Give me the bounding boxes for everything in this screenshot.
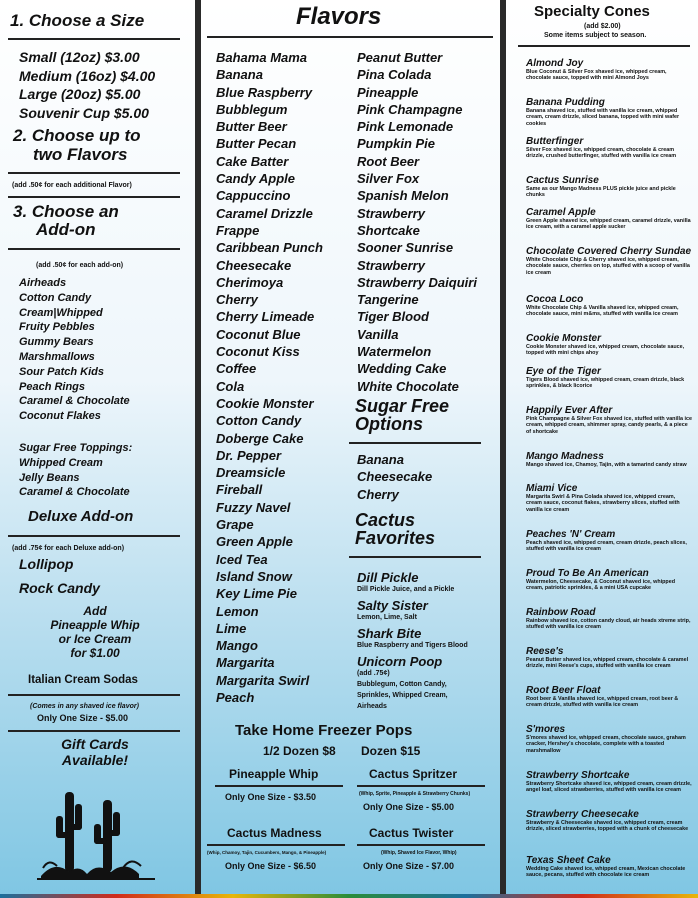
cactus-item-name: Unicorn Poop <box>357 654 443 669</box>
cactus-madness-title: Cactus Madness <box>227 826 322 840</box>
sugar-free-item: Cherry <box>357 486 399 502</box>
cone-name: Butterfinger <box>526 136 584 147</box>
flavor-item: Frappe <box>216 222 260 238</box>
cone-item <box>526 294 692 318</box>
flavor-item: Cola <box>216 378 245 394</box>
cactus-spritzer-price: Only One Size - $5.00 <box>363 802 455 812</box>
pineapple-whip-price: Only One Size - $3.50 <box>225 792 317 802</box>
size-addon-column <box>0 0 195 898</box>
divider <box>349 442 481 444</box>
divider <box>349 556 481 558</box>
cone-item <box>526 724 692 754</box>
cone-desc: Wedding Cake shaved ice, whipped cream, Mexican chocolate sauce, pecans, stuffed with chocolate ice cream <box>526 866 686 879</box>
sugar-free-heading: Sugar Free Toppings: <box>19 442 133 454</box>
cactus-twister-price: Only One Size - $7.00 <box>363 861 455 871</box>
sugar-free-toppings <box>19 441 132 500</box>
italian-price: Only One Size - $5.00 <box>37 713 129 723</box>
flavor-item: Root Beer <box>357 153 420 169</box>
cactus-spritzer-desc: (Whip, Sprite, Pineapple & Strawberry Chunks) <box>359 791 471 797</box>
flavor-item: Silver Fox <box>357 171 420 187</box>
divider <box>518 45 690 47</box>
deluxe-item: Lollipop <box>19 556 74 572</box>
flavor-item: Bubblegum <box>216 101 288 117</box>
flavor-item: Butter Beer <box>216 119 287 135</box>
flavor-item: Vanilla <box>357 326 399 342</box>
flavor-item: Margarita Swirl <box>216 672 310 688</box>
cone-name: Chocolate Covered Cherry Sundae <box>526 246 692 257</box>
divider <box>215 785 343 787</box>
addon-list <box>19 276 130 424</box>
size-item: Souvenir Cup $5.00 <box>19 104 149 121</box>
flavor-item: Pumpkin Pie <box>357 136 436 152</box>
flavor-item: Grape <box>216 517 254 533</box>
specialty-cones-column <box>506 0 698 898</box>
cone-desc: Cookie Monster shaved ice, whipped cream, chocolate sauce, topped with mini chips ahoy <box>526 344 685 357</box>
step2-heading: 2. Choose up to <box>13 126 141 145</box>
cactus-twister-desc: (Whip, Shaved Ice Flavor, Whip) <box>381 850 457 856</box>
deluxe-heading: Deluxe Add-on <box>28 508 134 525</box>
flavor-item: Strawberry <box>357 205 425 221</box>
cone-item <box>526 607 692 631</box>
flavor-item: Cherry Limeade <box>216 309 315 325</box>
cone-item <box>526 246 692 276</box>
offer-line: for $1.00 <box>70 646 120 660</box>
flavor-item: Key Lime Pie <box>216 586 297 602</box>
flavor-item: Cake Batter <box>216 153 289 169</box>
flavor-item: Pineapple <box>357 84 419 100</box>
sugar-free-list <box>357 451 432 503</box>
cone-item <box>526 451 692 468</box>
unicorn-detail: Bubblegum, Cotton Candy, <box>357 681 447 688</box>
flavor-item: Doberge Cake <box>216 430 304 446</box>
flavor-item: Coconut Blue <box>216 326 301 342</box>
cactus-item-name: Salty Sister <box>357 598 428 613</box>
addon-item: Coconut Flakes <box>19 410 101 423</box>
flavor-item: Sooner Sunrise <box>357 240 454 256</box>
cone-item <box>526 646 692 670</box>
flavor-item: Fireball <box>216 482 263 498</box>
addon-note: (add .50¢ for each add-on) <box>36 262 124 269</box>
step3-heading: 3. Choose an <box>13 202 119 221</box>
cactus-favorites-heading <box>355 511 435 547</box>
cone-name: Proud To Be An American <box>526 568 649 579</box>
flavor-item: Strawberry <box>357 257 425 273</box>
cone-name: S'mores <box>526 724 566 735</box>
cone-desc: Peach shaved ice, whipped cream, cream drizzle, peach slices, stuffed with vanilla ice cream <box>526 540 687 553</box>
cone-name: Almond Joy <box>526 58 584 69</box>
sugar-free-item: Cheesecake <box>357 469 433 485</box>
offer-line: Add <box>83 604 107 618</box>
divider <box>8 172 180 174</box>
cone-item <box>526 366 692 390</box>
flavor-item: Banana <box>216 67 263 83</box>
flavor-item: Blue Raspberry <box>216 84 313 100</box>
flavor-item: Shortcake <box>357 222 420 238</box>
flavor-item: Lime <box>216 620 247 636</box>
flavor-item: Green Apple <box>216 534 293 550</box>
cactus-madness-price: Only One Size - $6.50 <box>225 861 317 871</box>
sugar-free-item: Banana <box>357 452 404 467</box>
unicorn-detail: Sprinkles, Whipped Cream, <box>357 692 448 699</box>
flavor-item: Margarita <box>216 655 275 671</box>
cone-desc: Rainbow shaved ice, cotton candy cloud, air heads xtreme strip, stuffed with vanilla ice cream <box>526 618 691 631</box>
divider <box>207 844 345 846</box>
flavor-item: Dreamsicle <box>216 465 286 481</box>
flavor-item: Dr. Pepper <box>216 447 282 463</box>
cone-name: Happily Ever After <box>526 405 613 416</box>
divider <box>8 38 180 40</box>
flavor-item: Candy Apple <box>216 171 295 187</box>
cone-item <box>526 97 692 127</box>
flavor-note: (add .50¢ for each additional Flavor) <box>12 182 132 189</box>
cone-desc: Banana shaved ice, stuffed with vanilla ice cream, whipped cream, cream drizzle, sliced banana, topped with mini wafer cookies <box>526 108 680 127</box>
deluxe-item: Rock Candy <box>19 580 100 596</box>
cone-item <box>526 809 692 833</box>
cone-desc: Tigers Blood shaved ice, whipped cream, cream drizzle, black sprinkles, & black licorice <box>526 377 685 390</box>
cone-name: Miami Vice <box>526 483 578 494</box>
cone-desc: S'mores shaved ice, whipped cream, chocolate sauce, graham cracker, Hershey's chocolate, complete with a toasted marshmallow <box>526 735 686 754</box>
flavor-list-1 <box>216 49 323 706</box>
cone-desc: Green Apple shaved ice, whipped cream, caramel drizzle, vanilla ice cream, with a caramel apple sucker <box>526 218 691 231</box>
cactus-item-desc: Lemon, Lime, Salt <box>357 614 417 621</box>
addon-item: Sour Patch Kids <box>19 365 104 378</box>
add-whip-offer <box>0 604 190 660</box>
deluxe-note: (add .75¢ for each Deluxe add-on) <box>12 545 125 552</box>
heading-line: Sugar Free <box>355 396 450 416</box>
gift-line: Available! <box>61 752 129 768</box>
specialty-note: Some items subject to season. <box>544 32 647 39</box>
step2-heading-line2: two Flavors <box>33 145 128 164</box>
cone-name: Mango Madness <box>526 451 604 462</box>
gift-cards <box>0 736 190 768</box>
addon-item: Cotton Candy <box>19 291 92 304</box>
flavor-item: Cherimoya <box>216 274 284 290</box>
cone-name: Cocoa Loco <box>526 294 584 305</box>
divider <box>207 36 493 38</box>
cone-item <box>526 685 692 709</box>
cactus-madness-desc: (Whip, Chamoy, Tajin, Cucumbers, Mango, & Pineapple) <box>207 850 327 855</box>
flavor-item: White Chocolate <box>357 378 459 394</box>
size-item: Large (20oz) $5.00 <box>19 86 141 102</box>
cone-desc: Watermelon, Cheesecake, & Coconut shaved ice, whipped cream, patriotic sprinkles, & a mini USA cupcake <box>526 579 675 592</box>
cone-item <box>526 136 692 160</box>
sugar-free-item: Caramel & Chocolate <box>19 486 130 499</box>
flavors-title: Flavors <box>296 3 382 30</box>
cone-desc: White Chocolate Chip & Vanilla shaved ice, whipped cream, chocolate sauce, mini m&ms, stuffed with vanilla ice cream <box>526 305 679 318</box>
cone-name: Eye of the Tiger <box>526 366 601 377</box>
flavor-list-2 <box>357 49 477 395</box>
freezer-pops-title: Take Home Freezer Pops <box>235 722 413 739</box>
cone-item <box>526 333 692 357</box>
sugar-free-item: Whipped Cream <box>19 456 103 469</box>
flavor-item: Cheesecake <box>216 257 292 273</box>
cone-desc: Strawberry Shortcake shaved ice, whipped cream, cream drizzle, angel loaf, sliced strawberries, stuffed with vanilla ice cream <box>526 781 692 794</box>
pops-half-price: 1/2 Dozen $8 <box>263 744 336 758</box>
cone-name: Peaches 'N' Cream <box>526 529 616 540</box>
flavor-item: Pink Champagne <box>357 101 463 117</box>
cone-item <box>526 175 692 199</box>
flavor-item: Peanut Butter <box>357 50 443 65</box>
cone-desc: White Chocolate Chip & Cherry shaved ice, whipped cream, chocolate sauce, cherries on top, stuffed with a scoop of vanilla ice cream <box>526 257 690 276</box>
cone-desc: Pink Champagne & Silver Fox shaved ice, stuffed with vanilla ice cream, whipped cream, shimmer spray, candy pearls, & a piece of shortcake <box>526 416 692 435</box>
addon-item: Marshmallows <box>19 350 95 363</box>
cactus-favorites-list <box>357 570 468 712</box>
cactus-item-desc: Dill Pickle Juice, and a Pickle <box>357 586 455 593</box>
cone-desc: Blue Coconut & Silver Fox shaved ice, whipped cream, chocolate sauce, topped with mini Almond Joys <box>526 69 667 82</box>
italian-note: (Comes in any shaved ice flavor) <box>30 703 139 710</box>
cone-name: Caramel Apple <box>526 207 596 218</box>
divider <box>357 785 485 787</box>
cone-desc: Mango shaved ice, Chamoy, Tajin, with a tamarind candy straw <box>526 462 687 468</box>
cone-name: Cookie Monster <box>526 333 602 344</box>
cactus-item-name: Dill Pickle <box>357 570 419 585</box>
cone-item <box>526 405 692 435</box>
flavor-item: Strawberry Daiquiri <box>357 274 477 290</box>
flavors-column <box>201 0 500 898</box>
cone-name: Banana Pudding <box>526 97 605 108</box>
flavor-item: Cookie Monster <box>216 395 314 411</box>
flavor-item: Cappuccino <box>216 188 291 204</box>
flavor-item: Caribbean Punch <box>216 240 323 256</box>
cone-desc: Margarita Swirl & Pina Colada shaved ice, whipped cream, cream sauce, coconut flakes, strawberry slices, stuffed with vanilla ice cream <box>526 494 680 513</box>
divider <box>8 730 180 732</box>
flavor-item: Peach <box>216 689 255 705</box>
gift-line: Gift Cards <box>61 736 129 752</box>
specialty-price: (add $2.00) <box>584 23 621 30</box>
cone-item <box>526 568 692 592</box>
cone-item <box>526 207 692 231</box>
addon-item: Cream|Whipped <box>19 306 103 319</box>
divider <box>357 844 485 846</box>
cactus-item-name: Shark Bite <box>357 626 422 641</box>
flavor-item: Island Snow <box>216 568 292 584</box>
flavor-item: Cherry <box>216 292 258 308</box>
heading-line: Cactus <box>355 510 416 530</box>
flavor-item: Caramel Drizzle <box>216 205 313 221</box>
cactus-item-desc: (add .75¢) <box>357 670 390 677</box>
italian-sodas: Italian Cream Sodas <box>28 674 138 686</box>
pineapple-whip-title: Pineapple Whip <box>229 767 319 781</box>
flavor-item: Coffee <box>216 361 257 377</box>
divider <box>8 196 180 198</box>
cone-item <box>526 58 692 82</box>
flavor-item: Bahama Mama <box>216 50 308 65</box>
cone-name: Root Beer Float <box>526 685 601 696</box>
flavor-item: Tiger Blood <box>357 309 429 325</box>
divider <box>8 248 180 250</box>
cone-desc: Same as our Mango Madness PLUS pickle juice and pickle chunks <box>526 186 676 199</box>
heading-line: Favorites <box>355 528 436 548</box>
cone-item <box>526 483 692 513</box>
cone-name: Rainbow Road <box>526 607 596 618</box>
bottom-color-strip <box>0 894 698 898</box>
flavor-item: Lemon <box>216 603 259 619</box>
flavor-item: Spanish Melon <box>357 188 449 204</box>
offer-line: Pineapple Whip <box>50 618 140 632</box>
addon-item: Peach Rings <box>19 380 86 393</box>
pops-dozen-price: Dozen $15 <box>361 744 421 758</box>
flavor-item: Watermelon <box>357 344 432 360</box>
specialty-title: Specialty Cones <box>534 3 650 20</box>
size-item: Small (12oz) $3.00 <box>19 49 140 65</box>
unicorn-detail: Airheads <box>357 703 387 710</box>
cactus-spritzer-title: Cactus Spritzer <box>369 767 458 781</box>
addon-item: Airheads <box>19 277 67 289</box>
cone-name: Texas Sheet Cake <box>526 855 611 866</box>
heading-line: Options <box>355 414 423 434</box>
offer-line: or Ice Cream <box>58 632 132 646</box>
cone-desc: Strawberry & Cheesecake shaved ice, whipped cream, cream drizzle, sliced strawberries, topped with a chunk of cheesecake <box>526 820 689 833</box>
cone-item <box>526 529 692 553</box>
flavor-item: Coconut Kiss <box>216 344 300 360</box>
addon-item: Fruity Pebbles <box>19 321 95 334</box>
flavor-item: Pina Colada <box>357 67 432 83</box>
flavor-item: Iced Tea <box>216 551 268 567</box>
cactus-icon <box>35 778 165 890</box>
cone-desc: Silver Fox shaved ice, whipped cream, chocolate & cream drizzle, crushed butterfinger, stuffed with vanilla ice cream <box>526 147 677 160</box>
cactus-twister-title: Cactus Twister <box>369 826 454 840</box>
flavor-item: Pink Lemonade <box>357 119 454 135</box>
cone-name: Strawberry Shortcake <box>526 770 630 781</box>
cone-name: Strawberry Cheesecake <box>526 809 639 820</box>
cactus-item-desc: Blue Raspberry and Tigers Blood <box>357 642 468 649</box>
sugar-free-item: Jelly Beans <box>19 471 80 484</box>
flavor-item: Wedding Cake <box>357 361 447 377</box>
sugar-free-heading <box>355 397 449 433</box>
flavor-item: Mango <box>216 638 258 654</box>
flavor-item: Butter Pecan <box>216 136 297 152</box>
addon-item: Gummy Bears <box>19 336 94 349</box>
divider <box>8 694 180 696</box>
divider <box>8 535 180 537</box>
step1-heading: 1. Choose a Size <box>10 11 145 30</box>
flavor-item: Cotton Candy <box>216 413 302 429</box>
cone-desc: Peanut Butter shaved ice, whipped cream, chocolate & caramel drizzle, mini Reese's cups, stuffed with vanilla ice cream <box>526 657 689 670</box>
flavor-item: Tangerine <box>357 292 419 308</box>
addon-item: Caramel & Chocolate <box>19 395 130 408</box>
cone-name: Reese's <box>526 646 564 657</box>
size-item: Medium (16oz) $4.00 <box>19 67 156 84</box>
cone-name: Cactus Sunrise <box>526 175 599 186</box>
step3-heading-line2: Add-on <box>36 220 96 239</box>
size-list <box>19 48 155 122</box>
cone-item <box>526 770 692 794</box>
cone-desc: Root beer & Vanilla shaved ice, whipped cream, root beer & cream drizzle, stuffed with vanilla ice cream <box>526 696 679 709</box>
flavor-item: Fuzzy Navel <box>216 499 291 515</box>
cone-item <box>526 855 692 879</box>
